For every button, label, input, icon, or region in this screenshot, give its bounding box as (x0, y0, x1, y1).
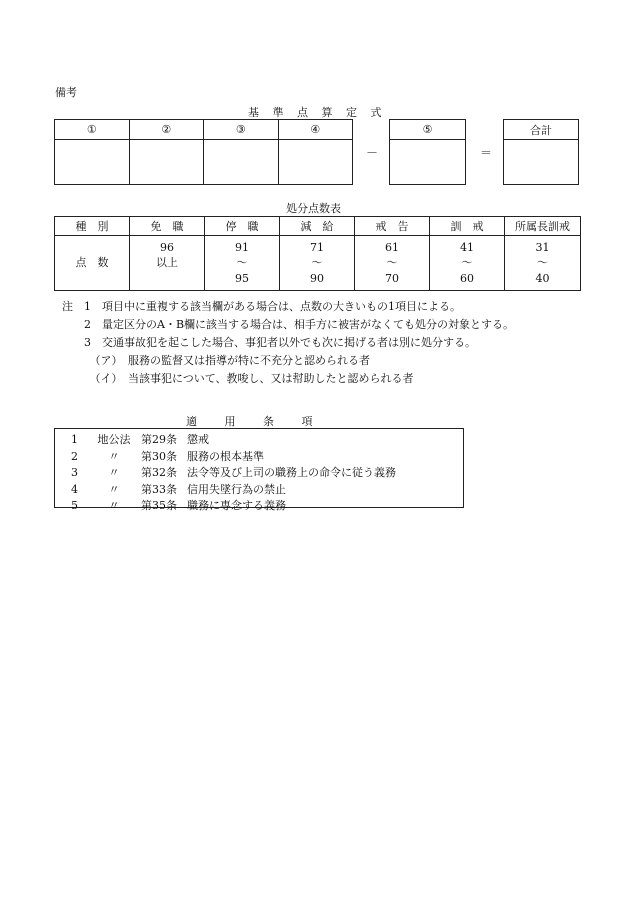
score-row-label: 点 数 (55, 236, 130, 291)
score-table (54, 216, 581, 291)
provision-row: 4 〃 第33条 信用失墜行為の禁止 (71, 482, 286, 496)
minus-sign: － (366, 146, 379, 160)
score-cell: 91 〜 95 (205, 236, 280, 291)
notes (62, 298, 514, 388)
provision-row: 5 〃 第35条 職務に専念する義務 (71, 499, 286, 512)
applied-provisions-title: 適 用 条 項 (186, 415, 325, 428)
score-header: 所属長訓戒 (505, 217, 581, 236)
formula-cell-5 (390, 140, 466, 185)
applied-provisions-box (54, 428, 464, 512)
formula-title: 基 準 点 算 定 式 (248, 106, 387, 119)
formula-cell-4 (278, 140, 353, 185)
score-table-title: 処分点数表 (286, 202, 341, 215)
formula-total-header: 合計 (504, 120, 579, 140)
formula-subtract-table (389, 119, 466, 185)
formula-cell-3 (204, 140, 279, 185)
equals-sign: ＝ (480, 146, 493, 160)
formula-table (54, 119, 353, 185)
formula-cell-2 (129, 140, 204, 185)
score-header: 停 職 (205, 217, 280, 236)
note-line: 3 交通事故犯を起こした場合、事犯者以外でも次に掲げる者は別に処分する。 (62, 336, 476, 349)
remarks-label: 備考 (55, 86, 77, 99)
note-line: （ア） 服務の監督又は指導が特に不充分と認められる者 (62, 354, 370, 367)
note-line: 注 1 項目中に重複する該当欄がある場合は、点数の大きいもの1項目による。 (62, 300, 461, 313)
formula-total-table (503, 119, 579, 185)
score-cell: 41 〜 60 (430, 236, 505, 291)
formula-cell-1 (55, 140, 130, 185)
provision-row: 3 〃 第32条 法令等及び上司の職務上の命令に従う義務 (71, 466, 396, 479)
provision-row: 2 〃 第30条 服務の根本基準 (71, 449, 264, 463)
score-header: 種 別 (55, 217, 130, 236)
formula-header-4: ④ (278, 120, 353, 140)
formula-header-5: ⑤ (390, 120, 466, 140)
note-line: （イ） 当該事犯について、教唆し、又は幇助したと認められる者 (62, 372, 414, 385)
score-cell: 61 〜 70 (355, 236, 430, 291)
score-cell: 71 〜 90 (280, 236, 355, 291)
score-header: 減 給 (280, 217, 355, 236)
score-header: 訓 戒 (430, 217, 505, 236)
formula-total-cell (504, 140, 579, 185)
score-cell: 96 以上 (130, 236, 205, 291)
score-cell: 31 〜 40 (505, 236, 581, 291)
score-header: 免 職 (130, 217, 205, 236)
formula-header-1: ① (55, 120, 130, 140)
formula-header-2: ② (129, 120, 204, 140)
note-line: 2 量定区分のA・B欄に該当する場合は、相手方に被害がなくても処分の対象とする。 (62, 318, 515, 331)
formula-header-3: ③ (204, 120, 279, 140)
provision-row: 1 地公法 第29条 懲戒 (71, 433, 209, 446)
score-header: 戒 告 (355, 217, 430, 236)
